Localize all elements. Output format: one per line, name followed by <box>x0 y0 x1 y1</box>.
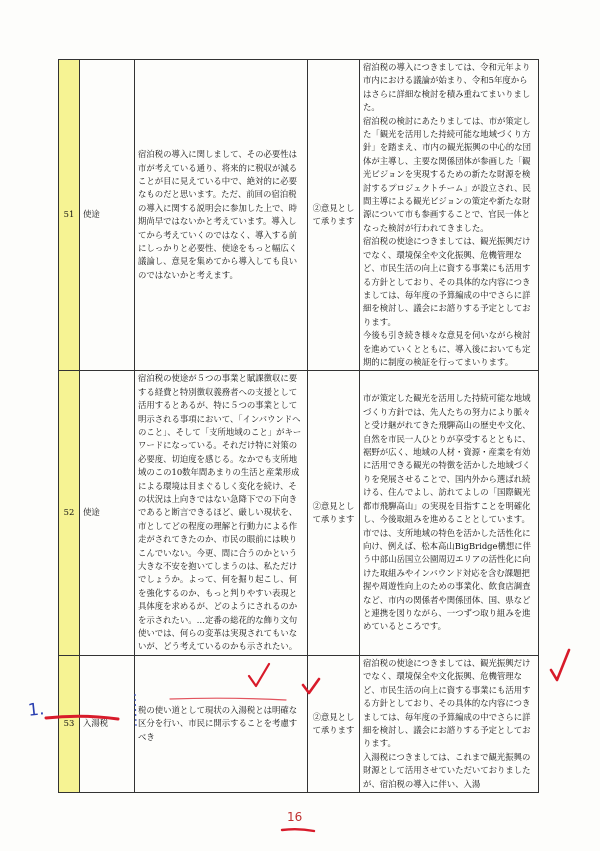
row-answer <box>360 371 539 656</box>
row-category: 使途 <box>80 60 135 371</box>
answer-paragraph: 入湯税につきましては、これまで観光振興の財源として活用させていただいておりましたが、宿泊税の導入に伴い、入湯 <box>363 751 531 789</box>
opinion-response-table <box>58 59 539 793</box>
red-underline-opinion <box>168 694 288 704</box>
row-response-type: ②意見として承ります <box>308 371 360 656</box>
row-opinion: 宿泊税の導入に関しまして、その必要性は市が考えている通り、将来的に税収が減ることが目に見えている中で、絶対的に必要なものだと思います。ただ、前回の宿泊税の導入に関する説明会に参加した上で、時期尚早ではないかと考えています。導入してから考えていくのではなく、導入する前にしっかりと必要性、使途をもっと幅広く議論し、意見を集めてから導入しても良いのではないかと考えます。 <box>135 60 308 371</box>
answer-paragraph: 宿泊税の使途につきましては、観光振興だけでなく、環境保全や文化振興、危機管理など、市民生活の向上に資する事業にも活用する方針としており、その具体的な内容につきましては、毎年度の予算編成の中でさらに詳細を検討し、議会にお諮りする予定としております。 <box>363 236 531 327</box>
blue-dash-mark <box>127 690 143 730</box>
table-row <box>59 60 539 371</box>
row-answer <box>360 60 539 371</box>
answer-paragraph: 宿泊税の導入につきましては、令和元年より市内における議論が始まり、令和5年度からはさらに詳細な検討を積み重ねてまいりました。 <box>363 62 531 113</box>
red-check-mark-small <box>246 662 272 690</box>
row-number: 51 <box>59 60 80 371</box>
row-answer <box>360 655 539 792</box>
answer-paragraph: 今後も引き続き様々な意見を伺いながら検討を進めていくとともに、導入後においても定期的に制度の検証を行ってまいります。 <box>363 330 531 367</box>
answer-paragraph: 宿泊税の使途につきましては、観光振興だけでなく、環境保全や文化振興、危機管理など、市民生活の向上に資する事業にも活用する方針としており、その具体的な内容につきましては、毎年度の予算編成の中でさらに詳細を検討し、議会にお諮りする予定としております。 <box>363 657 531 749</box>
page-number-underline <box>280 826 316 834</box>
row-response-type: ②意見として承ります <box>308 60 360 371</box>
answer-paragraph: 市では、支所地域の特色を活かした活性化に向け、例えば、松本高山BigBridge構想に伴う中部山岳国立公園周辺エリアの活性化に向けた取組みやインバウンド対応を含む課題把握や周遊性向上のための事業化、飲食店調査など、市内の関係者や関係団体、国、県などと連携を図りながら、一つずつ取り組みを進めているところです。 <box>363 527 531 632</box>
table-row <box>59 371 539 656</box>
row-opinion: 宿泊税の使途が５つの事業と賦課徴収に要する経費と特別徴収義務者への支援として活用するとあるが、特に５つの事業として明示される事項において、「インバウンドへのこと」、そして「支所地域のこと」がキーワードになっている。それだけ特に対策の必要度、切迫度を感じる。なかでも支所地域のこの10数年間あまりの生活と産業形成による環境は目まぐるしく変化を続け、その状況は上向きではない急降下での下向きであると断言できるほど、厳しい現状を、市としてどの程度の理解と行動力による作走がされてきたのか、市民の眼前には映りこんでいない。今更、間に合うのかという大きな不安を抱いてしまうのは、私ただけでしょうか。よって、何を掘り起こし、何を強化するのか、もっと判りやすい表現と具体度を求めるが、どのようにされるのかを示されたい。…定番の総花的な飾り文句使いでは、何らの変革は実現されてもいないが、どう考えているのかも示されたい。 <box>135 371 308 656</box>
row-opinion: 税の使い道として現状の入湯税とは明確な区分を行い、市民に開示することを考慮すべき <box>135 655 308 792</box>
row-number: 52 <box>59 371 80 656</box>
red-check-mark-large <box>548 648 572 688</box>
handwritten-number: 1. <box>26 699 46 721</box>
red-check-mark-kind <box>300 676 322 696</box>
red-underline-mark <box>44 712 120 724</box>
page-number: 16 <box>287 810 303 824</box>
answer-paragraph: 宿泊税の検討にあたりましては、市が策定した「観光を活用した持続可能な地域づくり方針」を踏まえ、市内の観光振興の中心的な団体が主導し、主要な関係団体が参画した「観光ビジョンを実現するための新たな財源を検討するプロジェクトチーム」が設立され、民間主導による観光ビジョンの策定や新たな財源について市も参画することで、官民一体となった検討が行われてきました。 <box>363 115 532 233</box>
row-category: 入湯税 <box>80 655 135 792</box>
row-number: 53 <box>59 655 80 792</box>
row-category: 使途 <box>80 371 135 656</box>
row-response-type: ②意見として承ります <box>308 655 360 792</box>
answer-paragraph: 市が策定した観光を活用した持続可能な地域づくり方針では、先人たちの努力により脈々と受け継がれてきた飛騨高山の歴史や文化、自然を市民一人ひとりが享受するとともに、裾野が広く、地域の人材・資源・産業を有効に活用できる観光の特徴を活かした地域づくりを発展させることで、国内外から選ばれ続ける、住んでよし、訪れてよしの「国際観光都市飛騨高山」の実現を目指すことを明確化し、今後取組みを進めることとしています。 <box>363 393 531 525</box>
